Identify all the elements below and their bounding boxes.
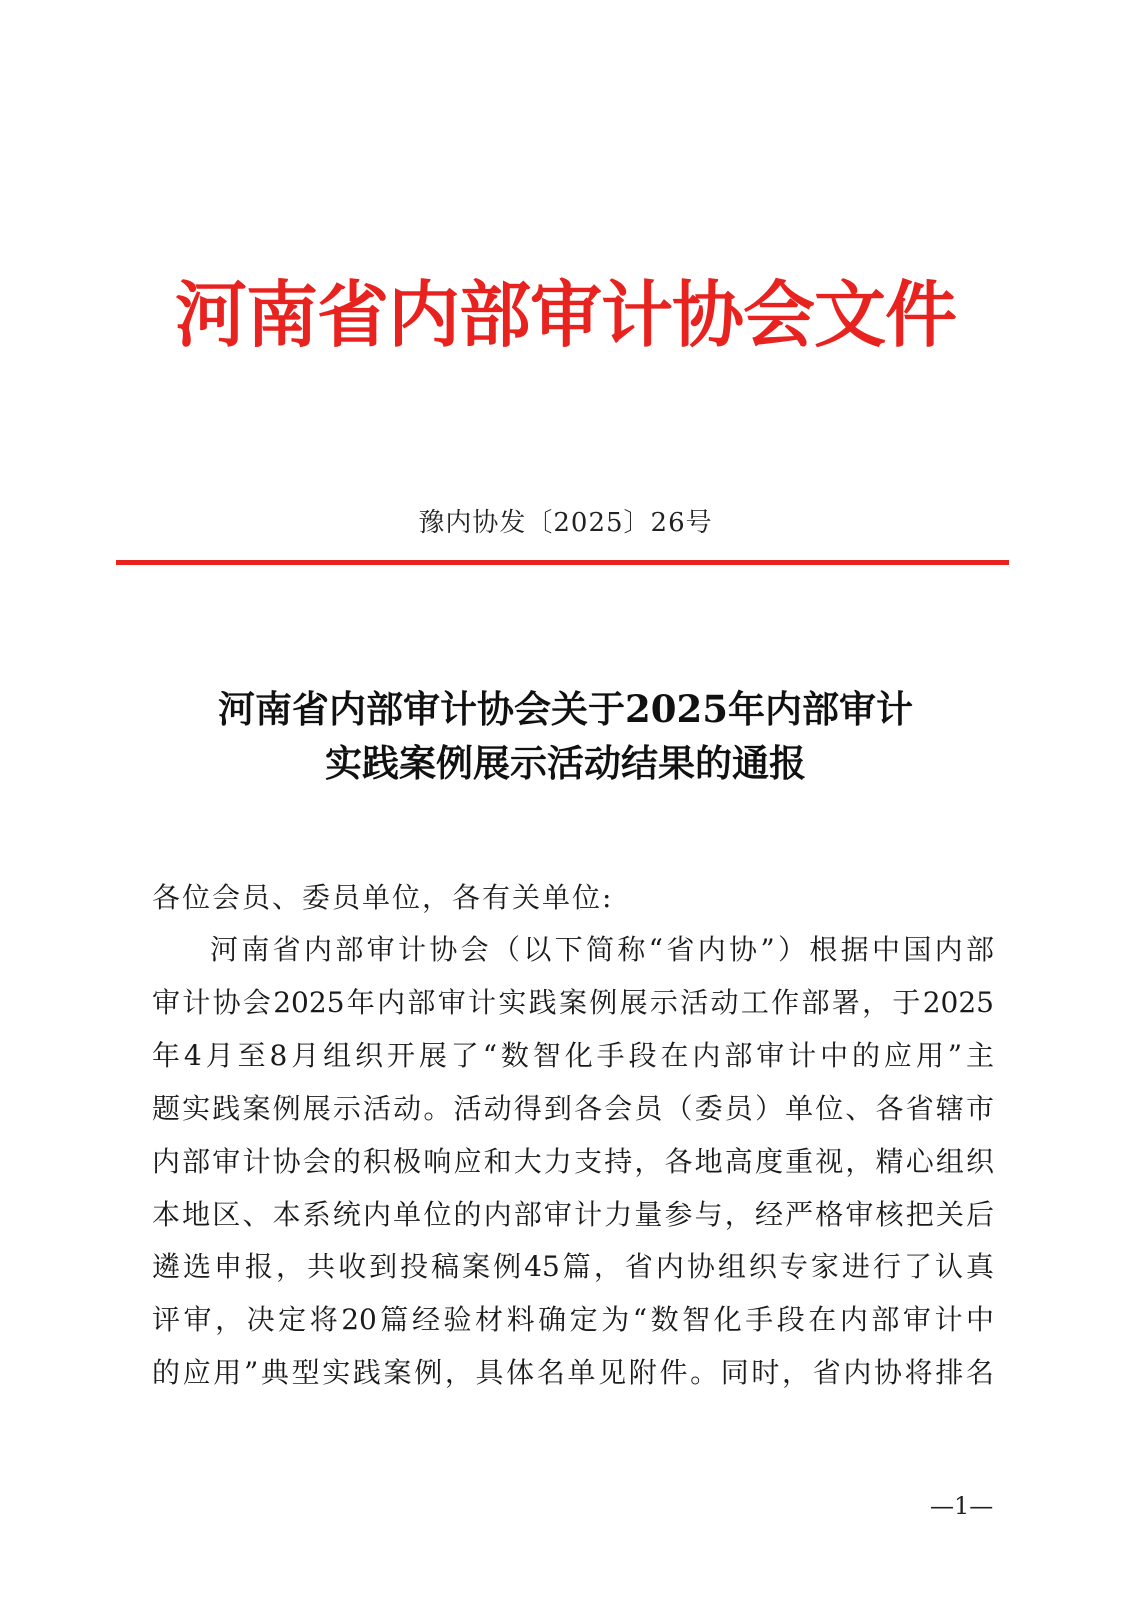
body-line: 年4月至8月组织开展了“数智化手段在内部审计中的应用”主 (152, 1038, 994, 1072)
red-divider-rule (116, 560, 1009, 565)
body-line: 河南省内部审计协会（以下简称“省内协”）根据中国内部 (210, 933, 994, 966)
body-line: 本地区、本系统内单位的内部审计力量参与，经严格审核把关后 (152, 1197, 994, 1231)
body-line: 内部审计协会的积极响应和大力支持，各地高度重视，精心组织 (152, 1144, 994, 1178)
body-line: 的应用”典型实践案例，具体名单见附件。同时，省内协将排名 (152, 1356, 994, 1390)
body-line: 审计协会2025年内部审计实践案例展示活动工作部署，于2025 (152, 985, 994, 1019)
notice-title-line-1: 河南省内部审计协会关于2025年内部审计 (218, 687, 913, 731)
page-number: —1— (930, 1492, 994, 1520)
notice-title (0, 682, 1131, 790)
masthead-title: 河南省内部审计协会文件 (174, 272, 956, 357)
body-line: 评审，决定将20篇经验材料确定为“数智化手段在内部审计中 (152, 1303, 994, 1337)
document-number: 豫内协发〔2025〕26号 (418, 508, 713, 538)
salutation: 各位会员、委员单位，各有关单位: (152, 881, 614, 914)
body-line: 遴选申报，共收到投稿案例45篇，省内协组织专家进行了认真 (152, 1250, 994, 1284)
notice-title-line-2: 实践案例展示活动结果的通报 (325, 741, 806, 785)
body-paragraph (152, 924, 994, 1400)
body-line: 题实践案例展示活动。活动得到各会员（委员）单位、各省辖市 (152, 1091, 994, 1125)
